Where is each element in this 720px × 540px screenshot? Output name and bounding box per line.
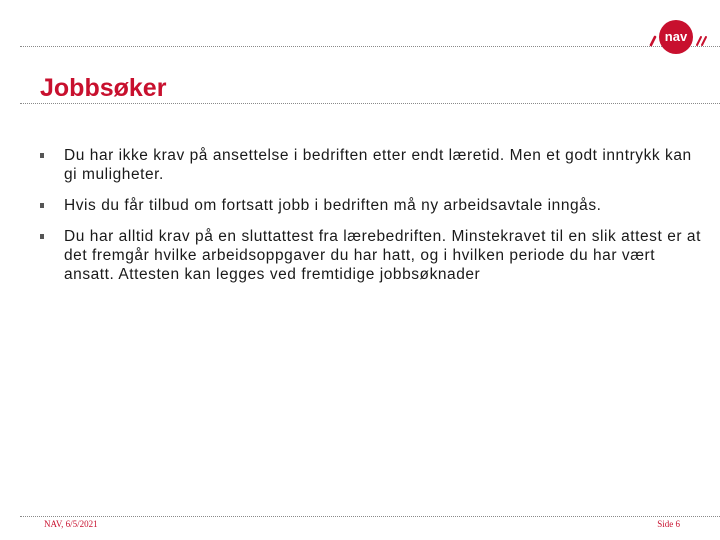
nav-logo-icon bbox=[648, 18, 708, 56]
bullet-marker-icon bbox=[40, 153, 44, 158]
bullet-list bbox=[40, 146, 705, 284]
bullet-text: Du har alltid krav på en sluttattest fra lærebedriften. Minstekravet til en slik attest er at det fremgår hvilke arbeidsoppgaver du har hatt, og i hvilken periode du har vært ansatt. Attesten kan legges ved fremtidige jobbsøknader bbox=[64, 228, 701, 283]
bullet-item bbox=[40, 227, 705, 284]
title-divider bbox=[20, 103, 720, 104]
slide-title: Jobbsøker bbox=[40, 74, 167, 102]
footer-divider bbox=[20, 516, 720, 517]
footer-date: NAV, 6/5/2021 bbox=[44, 519, 98, 529]
top-divider bbox=[20, 46, 720, 47]
bullet-item bbox=[40, 196, 705, 215]
logo-text: nav bbox=[664, 29, 688, 44]
bullet-text: Du har ikke krav på ansettelse i bedriften etter endt læretid. Men et godt inntrykk kan gi muligheter. bbox=[64, 147, 692, 183]
footer-page-number: Side 6 bbox=[657, 519, 680, 529]
bullet-item bbox=[40, 146, 705, 184]
bullet-marker-icon bbox=[40, 234, 44, 239]
bullet-text: Hvis du får tilbud om fortsatt jobb i bedriften må ny arbeidsavtale inngås. bbox=[64, 197, 602, 214]
bullet-marker-icon bbox=[40, 203, 44, 208]
